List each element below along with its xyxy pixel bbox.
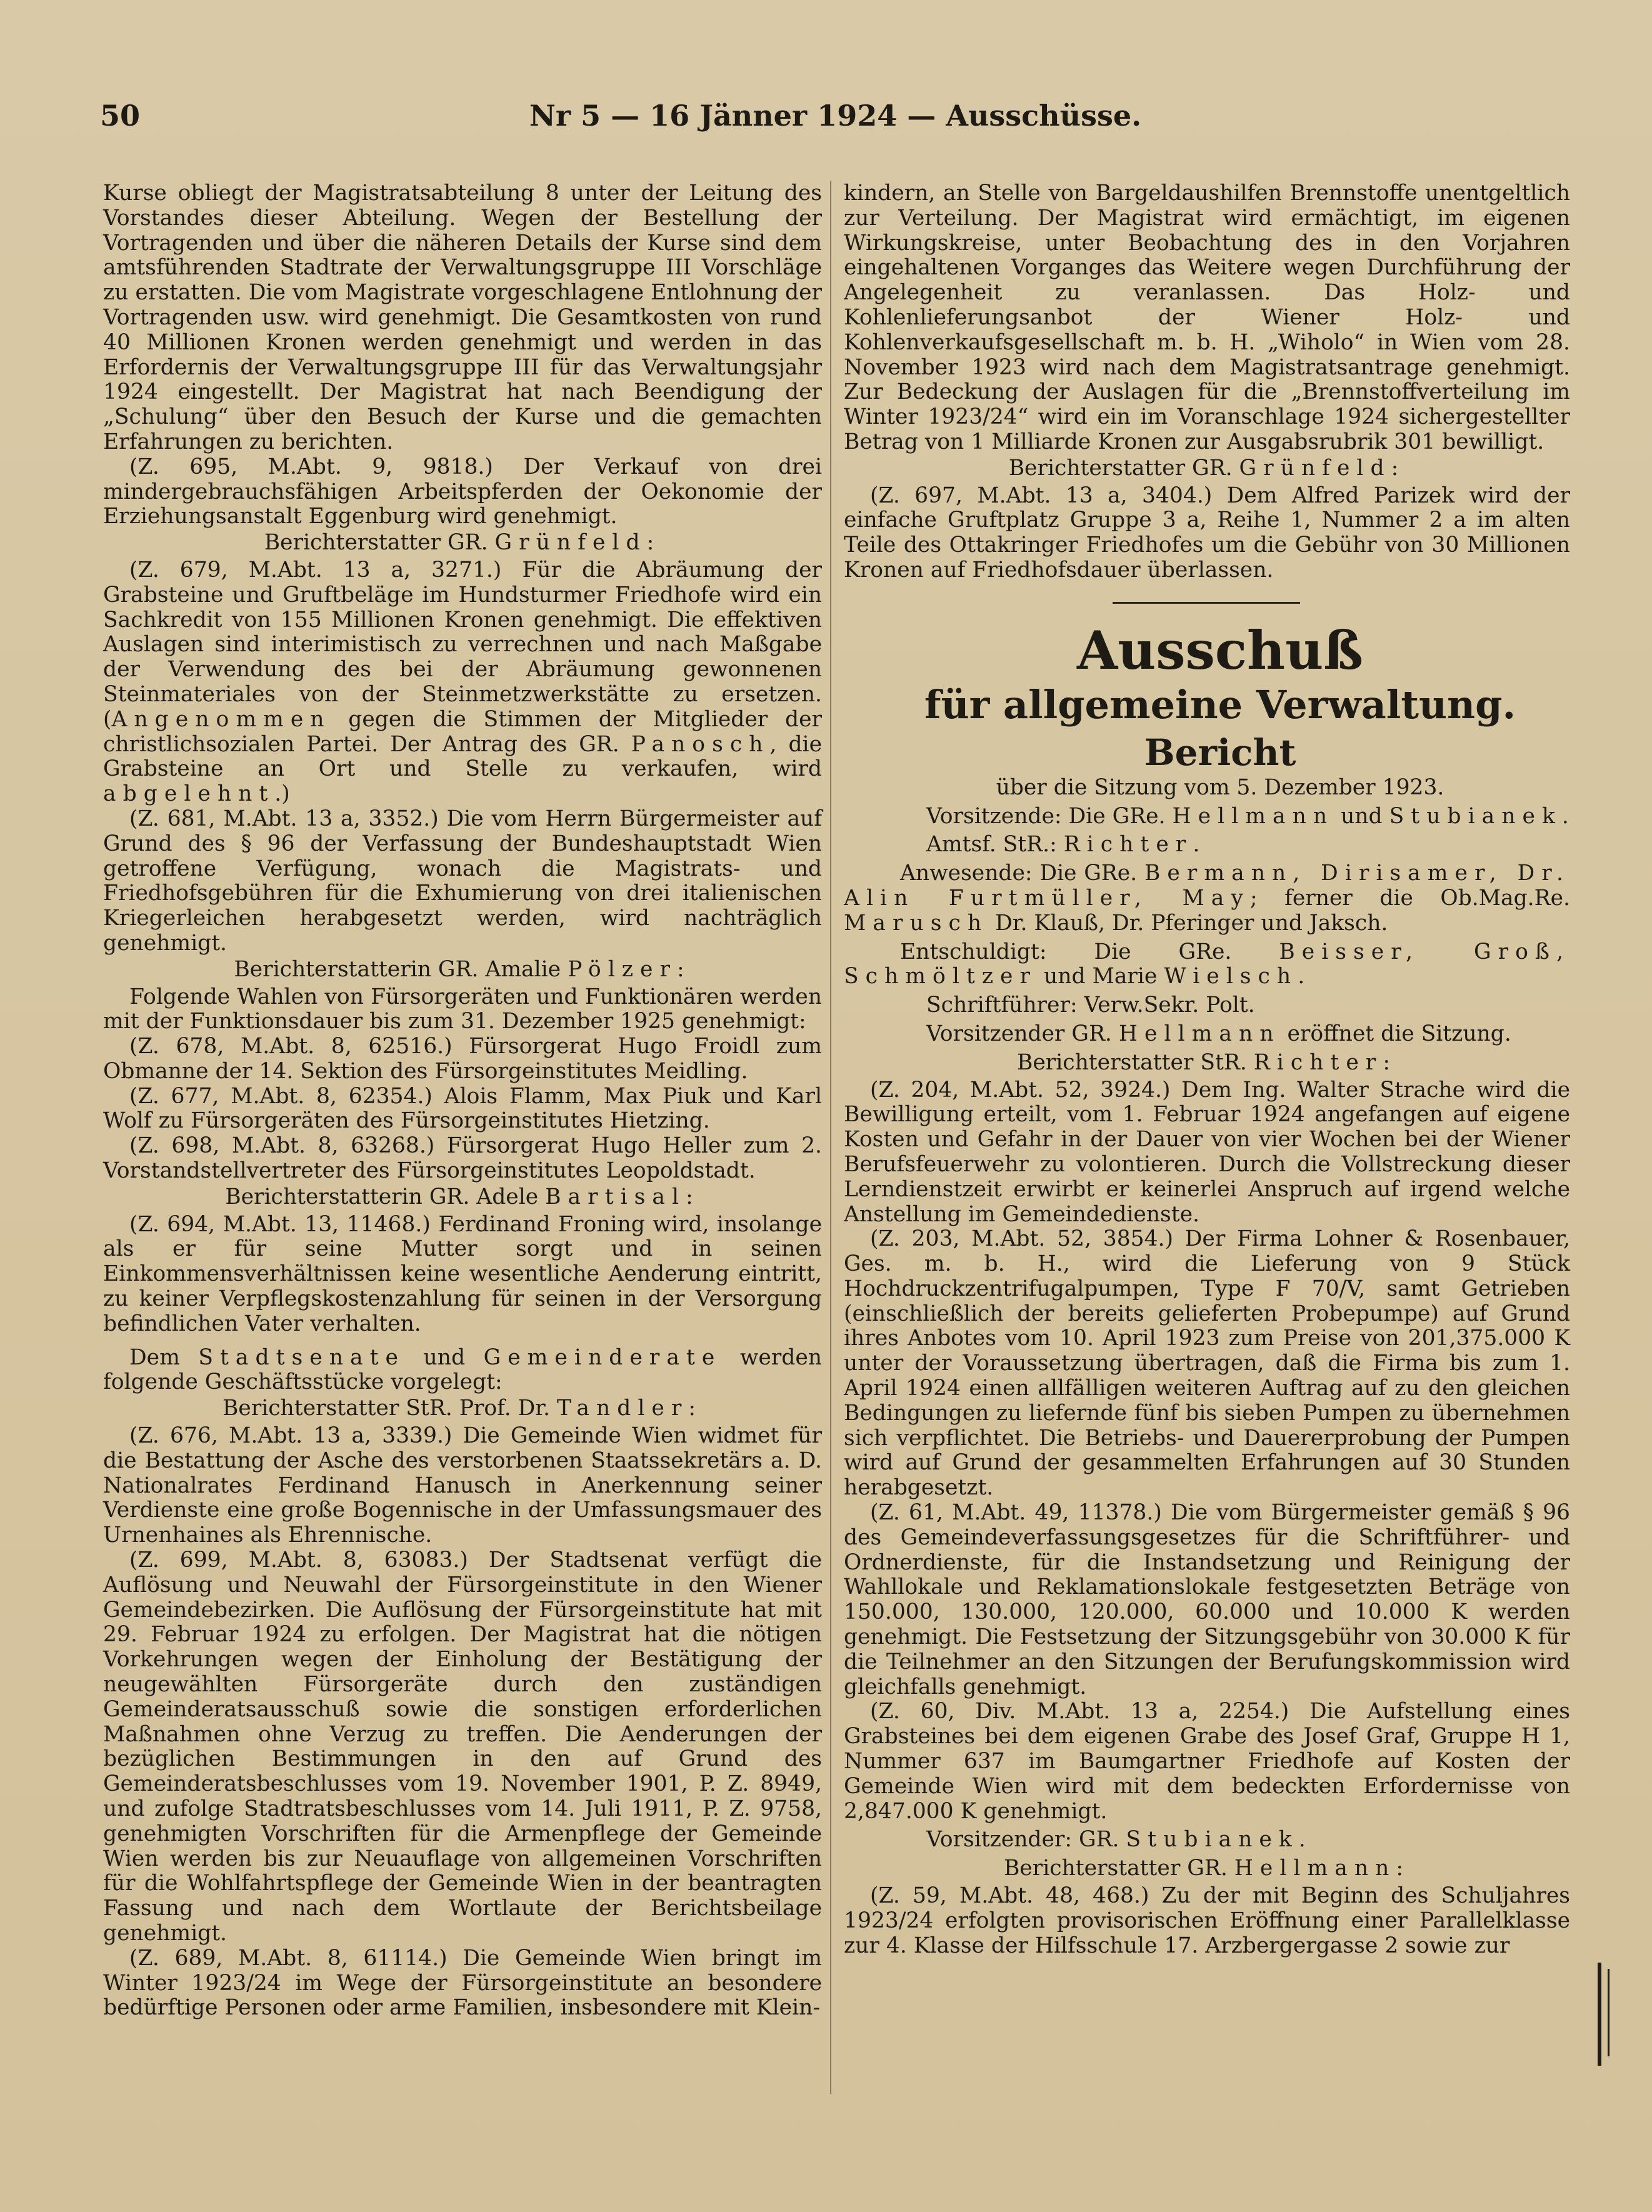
paragraph-text: , die Grabsteine an Ort und Stelle zu verkaufen, wird bbox=[103, 731, 823, 782]
meta-label: Anwesende: Die GRe. bbox=[900, 861, 1138, 886]
paragraph bbox=[103, 558, 822, 807]
page-title: Nr 5 — 16 Jänner 1924 — Ausschüsse. bbox=[529, 99, 1142, 133]
reporter-heading bbox=[844, 456, 1570, 481]
reporter-label: Berichterstatter StR. bbox=[1016, 1049, 1247, 1075]
reporter-heading bbox=[844, 1856, 1570, 1881]
meta-text: Dr. Klauß, Dr. Pferinger und Jaksch. bbox=[988, 910, 1388, 936]
margin-pen-mark bbox=[1598, 1963, 1601, 2066]
page-number: 50 bbox=[100, 99, 141, 133]
meta-text: ; ferner die Ob.Mag.Re. bbox=[1249, 885, 1570, 911]
paragraph: (Z. 60, Div. M.Abt. 13 a, 2254.) Die Aufstellung eines Grabsteines bei dem eigenen Grabe des Josef Graf, Gruppe H 1, Nummer 637 im Baumgartner Friedhofe auf Kosten der Gemeinde Wien wird mit dem bedeckten Erfordernisse von 2,847.000 K genehmigt. bbox=[844, 1699, 1570, 1824]
reporter-name: Grünfeld: bbox=[1239, 455, 1406, 481]
paragraph-text: gegen die Stimmen der Mitglieder der christlichsozialen Partei. Der Antrag des GR. bbox=[103, 706, 822, 757]
paragraph: (Z. 203, M.Abt. 52, 3854.) Der Firma Lohner & Rosenbauer, Ges. m. b. H., wird die Lieferung von 9 Stück Hochdruckzentrifugalpumpen, Type F 70/V, samt Getrieben (einschließlich der bereits gelieferten Probepumpe) auf Grund ihres Anbotes vom 10. April 1923 zum Preise von 201,375.000 K unter der Voraussetzung übertragen, daß die Firma bis zum 1. April 1924 einen allfälligen weiteren Auftrag auf zu den gleichen Bedingungen zu liefernde fünf bis sieben Pumpen zu übernehmen sich verpflichtet. Die Betriebs- und Dauererprobung der Pumpen wird auf Grund der gesammelten Erfahrungen auf 30 Stunden herabgesetzt. bbox=[844, 1226, 1570, 1501]
meta-label: Entschuldigt: Die GRe. bbox=[900, 939, 1232, 964]
paragraph bbox=[103, 1346, 822, 1396]
meta-label: Amtsf. StR.: bbox=[926, 832, 1057, 858]
paragraph: Kurse obliegt der Magistratsabteilung 8 unter der Leitung des Vorstandes dieser Abteilung. Wegen der Bestellung der Vortragenden und über die näheren Details der Kurse sind dem amtsführenden Stadtrate der Verwaltungsgruppe III Vorschläge zu erstatten. Die vom Magistrate vorgeschlagene Entlohnung der Vortragenden usw. wird genehmigt. Die Gesamtkosten von rund 40 Millionen Kronen werden genehmigt und werden in das Erfordernis der Verwaltungsgruppe III für das Verwaltungsjahr 1924 eingestellt. Der Magistrat hat nach Beendigung der „Schulung“ über den Besuch der Kurse und die gemachten Erfahrungen zu berichten. bbox=[103, 181, 822, 454]
paragraph: (Z. 698, M.Abt. 8, 63268.) Fürsorgerat Hugo Heller zum 2. Vorstandstellvertreter des Fürsorgeinstitutes Leopoldstadt. bbox=[103, 1133, 822, 1184]
paragraph: (Z. 697, M.Abt. 13 a, 3404.) Dem Alfred Parizek wird der einfache Gruftplatz Gruppe 3 a, Reihe 1, Nummer 2 a im alten Teile des Ottakringer Friedhofes um die Gebühr von 30 Millionen Kronen auf Friedhofsdauer überlassen. bbox=[844, 483, 1570, 583]
present-line bbox=[844, 861, 1570, 936]
paragraph: (Z. 694, M.Abt. 13, 11468.) Ferdinand Froning wird, insolange als er für seine Mutter sorgt und in seinen Einkommensverhältnissen keine wesentliche Aenderung eintritt, zu keiner Verpflegskostenzahlung für seinen in der Versorgung befindlichen Vater verhalten. bbox=[103, 1211, 822, 1336]
meta-name: Beisser, Groß, Schmöltzer bbox=[844, 939, 1570, 989]
section-divider bbox=[1113, 602, 1300, 604]
opening-line bbox=[844, 1022, 1570, 1047]
page-header bbox=[100, 99, 1571, 143]
chair-line: Vorsitzende: Die GRe. Hellmann und Stubianek. bbox=[926, 803, 1569, 829]
reporter-heading bbox=[844, 1051, 1570, 1076]
reporter-heading bbox=[103, 958, 822, 983]
reporter-name: Hellmann: bbox=[1234, 1856, 1411, 1881]
emphasis: Angenommen bbox=[111, 706, 331, 732]
paragraph-text: .) bbox=[274, 781, 290, 807]
paragraph-text: Dem bbox=[129, 1344, 199, 1370]
paragraph: (Z. 204, M.Abt. 52, 3924.) Dem Ing. Walter Strache wird die Bewilligung erteilt, vom 1. Februar 1924 angefangen auf eigene Kosten und Gefahr in der Dauer von vier Wochen bei der Wiener Berufsfeuerwehr zu volontieren. Durch die Vollstreckung dieser Lerndienstzeit erwirbt er keinerlei Anspruch auf irgend welche Anstellung im Gemeindedienste. bbox=[844, 1077, 1570, 1227]
reporter-name: Grünfeld: bbox=[494, 530, 661, 556]
left-column bbox=[103, 181, 822, 2021]
emphasis: abgelehnt bbox=[103, 781, 275, 807]
meta-text: eröffnet die Sitzung. bbox=[1280, 1021, 1511, 1046]
emphasis: Gemeinderate bbox=[483, 1344, 722, 1370]
reporter-label: Berichterstatterin GR. Amalie bbox=[234, 956, 561, 982]
paragraph: (Z. 61, M.Abt. 49, 11378.) Die vom Bürgermeister gemäß § 96 des Gemeindeverfassungsgesetzes für die Schriftführer- und Ordnerdienste, für die Instandsetzung und Reinigung der Wahllokale und Reklamationslokale festgesetzten Beträge von 150.000, 130.000, 120.000, 60.000 und 10.000 K werden genehmigt. Die Festsetzung der Sitzungsgebühr von 30.000 K für die Teilnehmer an den Sitzungen der Berufungskommission wird gleichfalls genehmigt. bbox=[844, 1500, 1570, 1699]
paragraph: (Z. 677, M.Abt. 8, 62354.) Alois Flamm, Max Piuk und Karl Wolf zu Fürsorgeräten des Fürsorgeinstitutes Hietzing. bbox=[103, 1083, 822, 1134]
emphasis: Panosch bbox=[631, 731, 770, 757]
meta-name: Wielsch bbox=[1164, 964, 1298, 989]
margin-pen-mark bbox=[1608, 1969, 1609, 2056]
meta-name: Bermann, Dirisamer, Dr. Alin Furtmüller, May bbox=[844, 861, 1571, 911]
column-divider bbox=[830, 181, 831, 2094]
reporter-label: Berichterstatter GR. bbox=[1003, 1856, 1228, 1881]
meta-text: Vorsitzender GR. bbox=[926, 1021, 1119, 1046]
paragraph: (Z. 676, M.Abt. 13 a, 3339.) Die Gemeinde Wien widmet für die Bestattung der Asche des verstorbenen Staatssekretärs a. D. Nationalrates Ferdinand Hanusch in Anerkennung seiner Verdienste eine große Bogennische in der Umfassungsmauer des Urnenhaines als Ehrennische. bbox=[103, 1423, 822, 1548]
meta-name: Hellmann bbox=[1172, 803, 1334, 829]
meta-name: Hellmann bbox=[1118, 1021, 1281, 1046]
meta-label: Vorsitzender: GR. bbox=[926, 1827, 1119, 1853]
paragraph-text: und bbox=[405, 1344, 484, 1370]
secretary-line: Schriftführer: Verw.Sekr. Polt. bbox=[926, 993, 1255, 1018]
session-date: über die Sitzung vom 5. Dezember 1923. bbox=[996, 774, 1444, 800]
reporter-name: Tandler: bbox=[556, 1396, 703, 1421]
reporter-label: Berichterstatter StR. Prof. Dr. bbox=[222, 1396, 550, 1421]
paragraph: (Z. 689, M.Abt. 8, 61114.) Die Gemeinde Wien bringt im Winter 1923/24 im Wege der Fürsorgeinstitute an besondere bedürftige Personen oder arme Familien, insbesondere mit Klein- bbox=[103, 1945, 822, 2021]
paragraph-text: (Z. 679, M.Abt. 13 a, 3271.) Für die Abräumung der Grabsteine und Gruftbeläge im Hundsturmer Friedhofe wird ein Sachkredit von 155 Millionen Kronen genehmigt. Die effektiven Auslagen sind interimistisch zu verrechnen und nach Maßgabe der Verwendung des bei der Abräumung gewonnenen Steinmateriales von der Steinmetzwerkstätte zu ersetzen. ( bbox=[103, 557, 822, 732]
reporter-heading bbox=[103, 531, 822, 556]
chair2-line: Vorsitzender: GR. Stubianek. bbox=[926, 1827, 1306, 1853]
report-title: Bericht bbox=[1144, 731, 1296, 774]
reporter-label: Berichterstatter GR. bbox=[264, 530, 488, 556]
meta-name: Marusch bbox=[844, 910, 989, 936]
paragraph: (Z. 59, M.Abt. 48, 468.) Zu der mit Beginn des Schuljahres 1923/24 erfolgten provisorischen Eröffnung einer Parallelklasse zur 4. Klasse der Hilfsschule 17. Arzbergergasse 2 sowie zur bbox=[844, 1883, 1570, 1958]
meta-name: Stubianek bbox=[1389, 803, 1562, 829]
excused-line: Entschuldigt: Die GRe. Beisser, Groß, Schmöltzer und Marie Wielsch. bbox=[844, 939, 1570, 989]
right-column bbox=[844, 181, 1570, 1958]
meta-text: und Marie bbox=[1037, 964, 1164, 989]
paragraph: (Z. 699, M.Abt. 8, 63083.) Der Stadtsenat verfügt die Auflösung und Neuwahl der Fürsorgeinstitute in den Wiener Gemeindebezirken. Die Auflösung der Fürsorgeinstitute hat mit 29. Februar 1924 zu erfolgen. Der Magistrat hat die nötigen Vorkehrungen wegen der Einholung der Bestätigung der neugewählten Fürsorgeräte durch den zuständigen Gemeinderatsausschuß sowie die sonstigen erforderlichen Maßnahmen ohne Verzug zu treffen. Die Aenderungen der bezüglichen Bestimmungen in den auf Grund des Gemeinderatsbeschlusses vom 19. November 1901, P. Z. 8949, und zufolge Stadtratsbeschlusses vom 14. Juli 1911, P. Z. 9758, genehmigten Vorschriften für die Armenpflege der Gemeinde Wien werden bis zur Neuauflage von allgemeinen Vorschriften für die Wohlfahrtspflege der Gemeinde Wien in der beantragten Fassung und nach dem Wortlaute der Berichtsbeilage genehmigt. bbox=[103, 1548, 822, 1946]
meta-name: Richter bbox=[1063, 832, 1193, 858]
reporter-name: Bartisal: bbox=[545, 1184, 700, 1209]
reporter-heading bbox=[103, 1185, 822, 1210]
reporter-heading bbox=[103, 1396, 822, 1421]
paragraph: (Z. 678, M.Abt. 8, 62516.) Fürsorgerat Hugo Froidl zum Obmanne der 14. Sektion des Fürsorgeinstitutes Meidling. bbox=[103, 1034, 822, 1084]
meta-name: Stubianek bbox=[1126, 1827, 1299, 1853]
section-subtitle: für allgemeine Verwaltung. bbox=[924, 681, 1516, 728]
section-divider-wrap bbox=[844, 583, 1570, 621]
reporter-label: Berichterstatterin GR. Adele bbox=[225, 1184, 539, 1209]
section-title: Ausschuß bbox=[1077, 619, 1363, 681]
paragraph: Folgende Wahlen von Fürsorgeräten und Funktionären werden mit der Funktionsdauer bis zum 31. Dezember 1925 genehmigt: bbox=[103, 984, 822, 1034]
paragraph: kindern, an Stelle von Bargeldaushilfen Brennstoffe unentgeltlich zur Verteilung. Der Magistrat wird ermächtigt, im eigenen Wirkungskreise, unter Beobachtung des in den Vorjahren eingehaltenen Vorganges das Weitere wegen Durchführung der Angelegenheit zu veranlassen. Das Holz- und Kohlenlieferungsanbot der Wiener Holz- und Kohlenverkaufsgesellschaft m. b. H. „Wiholo“ in Wien vom 28. November 1923 wird nach dem Magistratsantrage genehmigt. Zur Bedeckung der Auslagen für die „Brennstoffverteilung im Winter 1923/24“ wird ein im Voranschlage 1924 sichergestellter Betrag von 1 Milliarde Kronen zur Ausgabsrubrik 301 bewilligt. bbox=[844, 181, 1570, 454]
reporter-name: Richter: bbox=[1253, 1049, 1398, 1075]
emphasis: Stadtsenate bbox=[198, 1344, 405, 1370]
reporter-name: Pölzer: bbox=[568, 956, 691, 982]
meta-label: Vorsitzende: Die GRe. bbox=[926, 803, 1166, 829]
paragraph: (Z. 681, M.Abt. 13 a, 3352.) Die vom Herrn Bürgermeister auf Grund des § 96 der Verfassung der Bundeshauptstadt Wien getroffene Verfügung, wonach die Magistrats- und Friedhofsgebühren für die Exhumierung von drei italienischen Kriegerleichen herabgesetzt werden, wird nachträglich genehmigt. bbox=[103, 806, 822, 956]
paragraph: (Z. 695, M.Abt. 9, 9818.) Der Verkauf von drei mindergebrauchsfähigen Arbeitspferden der Oekonomie der Erziehungsanstalt Eggenburg wird genehmigt. bbox=[103, 454, 822, 529]
paragraph-text: werden folgende Geschäftsstücke vorgelegt: bbox=[103, 1344, 822, 1395]
reporter-label: Berichterstatter GR. bbox=[1008, 455, 1233, 481]
meta-text: und bbox=[1334, 803, 1389, 829]
amtsf-line: Amtsf. StR.: Richter. bbox=[926, 832, 1200, 858]
